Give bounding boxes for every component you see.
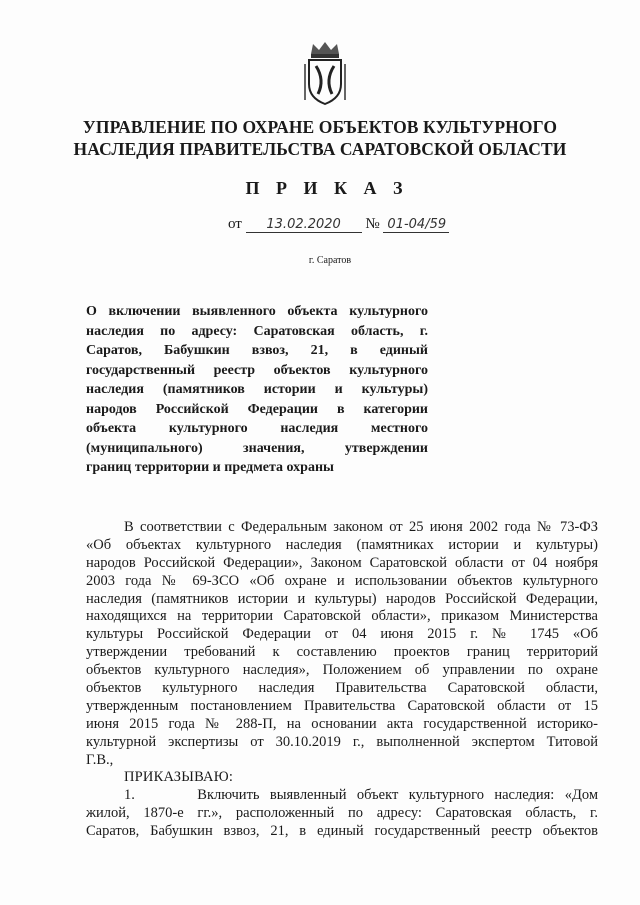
subject-line: объекта культурного наследия местного <box>86 421 428 436</box>
subject-line: (муниципального) значения, утверждении <box>86 440 428 456</box>
number-label: № <box>365 216 380 232</box>
body-line: находящихся на территории Саратовской области», приказом Министерства <box>86 608 598 625</box>
body-line: В соответствии с Федеральным законом от 25 июня 2002 года № 73-ФЗ <box>124 519 598 535</box>
city-label: г. Саратов <box>308 255 352 266</box>
order-date: 13.02.2020 <box>246 217 362 233</box>
subject-line: наследия по адресу: Саратовская область, г. <box>86 323 428 339</box>
body-line: «Об объектах культурного наследия (памятниках истории и культуры) <box>86 536 598 553</box>
order-directive-word: ПРИКАЗЫВАЮ: <box>124 769 234 786</box>
body-line: объектов культурного наследия», Положением об управлении по охране <box>86 662 598 679</box>
order-date-number-line <box>228 216 449 233</box>
body-line: утверждении требований к составлению проектов границ территорий <box>86 644 598 661</box>
saratov-coat-of-arms-icon <box>299 40 351 106</box>
body-line: культуры Российской Федерации от 04 июня 2015 г. № 1745 «Об <box>86 626 598 643</box>
body-line: объектов культурного наследия Правительства Саратовской области, <box>86 680 598 697</box>
subject-line: О включении выявленного объекта культурного <box>86 304 428 319</box>
body-line: утвержденным постановлением Правительства Саратовской области от 15 <box>86 697 598 714</box>
item-1-line: жилой, 1870-е гг.», расположенный по адресу: Саратовская область, г. <box>86 805 598 822</box>
subject-line: Саратов, Бабушкин взвоз, 21, в единый <box>86 343 428 358</box>
order-subject <box>86 302 428 478</box>
organization-title-line-1: УПРАВЛЕНИЕ ПО ОХРАНЕ ОБЪЕКТОВ КУЛЬТУРНОГО <box>82 117 558 137</box>
item-1-line: Саратов, Бабушкин взвоз, 21, в единый государственный реестр объектов <box>86 823 598 840</box>
organization-title <box>0 116 640 160</box>
subject-line: народов Российской Федерации в категории <box>86 401 428 417</box>
body-line: 2003 года № 69-ЗСО «Об охране и использовании объектов культурного <box>86 572 598 589</box>
body-line: народов Российской Федерации», Законом Саратовской области от 04 ноября <box>86 554 598 571</box>
subject-line: наследия (памятников истории и культуры) <box>86 382 428 397</box>
subject-line: границ территории и предмета охраны <box>86 460 334 475</box>
subject-line: государственный реестр объектов культурного <box>86 362 428 378</box>
item-1-line: 1. Включить выявленный объект культурного наследия: «Дом <box>124 787 598 804</box>
body-line: июня 2015 года № 288-П, на основании акта государственной историко- <box>86 715 598 732</box>
date-label: от <box>228 216 242 232</box>
body-line: Г.В., <box>86 751 114 768</box>
order-body <box>86 519 598 841</box>
organization-title-line-2: НАСЛЕДИЯ ПРАВИТЕЛЬСТВА САРАТОВСКОЙ ОБЛАСТИ <box>73 139 567 159</box>
order-title: П Р И К А З <box>245 178 409 198</box>
body-line: культурной экспертизы от 30.10.2019 г., выполненной экспертом Титовой <box>86 733 598 750</box>
order-number: 01-04/59 <box>383 217 449 233</box>
body-line: наследия (памятников истории и культуры) народов Российской Федерации, <box>86 590 598 607</box>
